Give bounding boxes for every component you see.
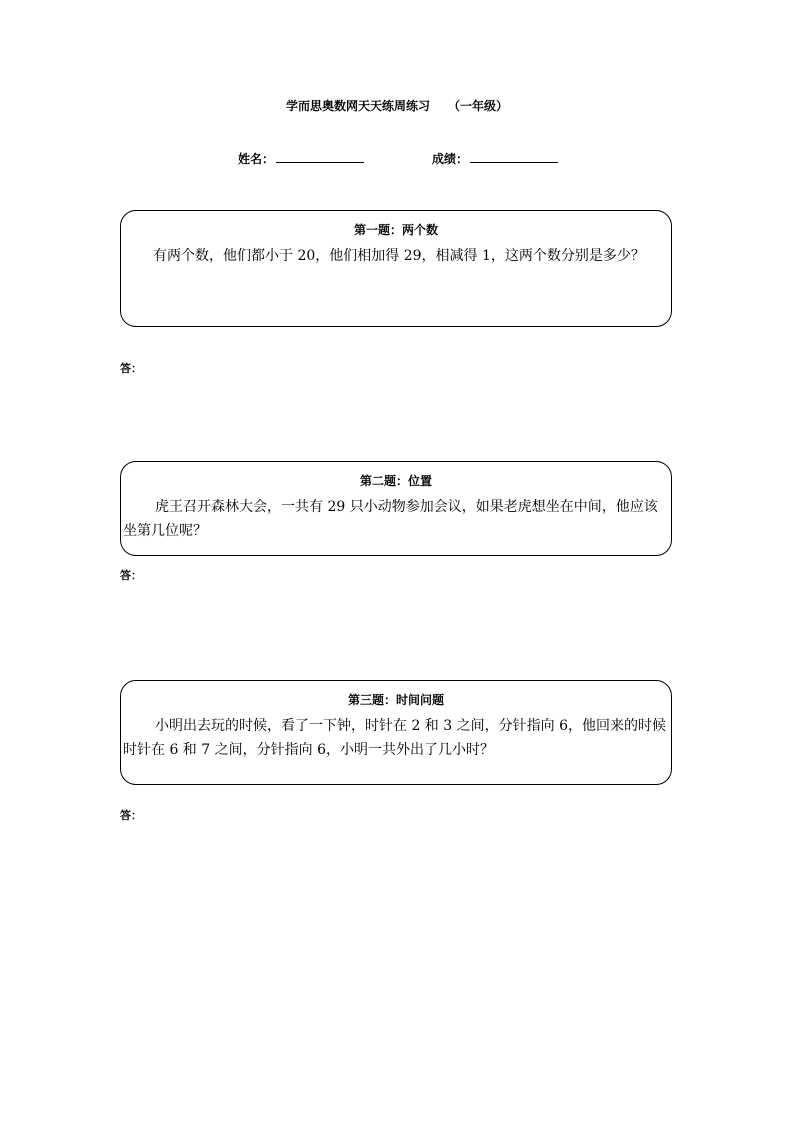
name-blank-line[interactable] (276, 150, 364, 163)
score-label: 成绩： (432, 152, 469, 166)
question-1-title: 第一题：两个数 (353, 223, 438, 237)
question-3-title: 第三题：时间问题 (347, 693, 444, 707)
question-2-box (120, 461, 672, 556)
answer-3-label: 答： (120, 809, 142, 822)
answer-2-label: 答： (120, 569, 142, 582)
name-field (238, 150, 364, 167)
grade-label: （一年级） (448, 99, 509, 113)
title-text: 学而思奥数网天天练周练习 (285, 99, 430, 113)
question-1-text-content: 有两个数，他们都小于 20，他们相加得 29，相减得 1，这两个数分别是多少？ (153, 248, 645, 264)
page-title (0, 97, 794, 114)
question-1-text (121, 244, 671, 268)
score-blank-line[interactable] (470, 150, 558, 163)
question-2-title: 第二题：位置 (359, 474, 432, 488)
answer-1-label: 答： (120, 362, 142, 375)
score-field (432, 150, 558, 167)
name-label: 姓名： (238, 152, 275, 166)
question-3-box (120, 680, 672, 785)
question-3-text: 小明出去玩的时候，看了一下钟，时针在 2 和 3 之间，分针指向 6，他回来的时候时针在 6 和 7 之间，分针指向 6，小明一共外出了几小时？ (123, 718, 666, 758)
question-1-box (120, 210, 672, 327)
question-2-text: 虎王召开森林大会，一共有 29 只小动物参加会议，如果老虎想坐在中间，他应该坐第几位呢？ (123, 499, 658, 539)
